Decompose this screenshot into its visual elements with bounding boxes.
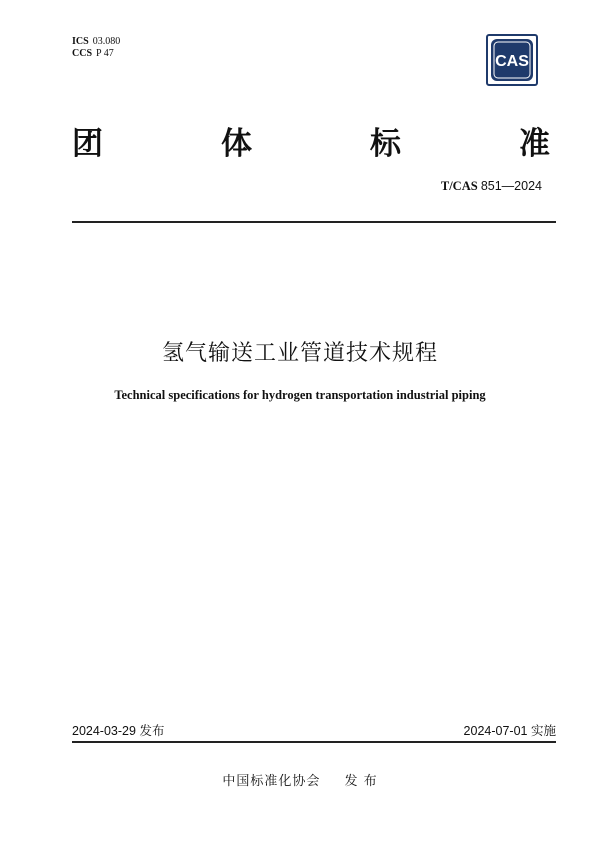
ccs-label: CCS	[72, 48, 93, 59]
standard-type-char: 团	[72, 126, 103, 162]
issue-date	[72, 721, 164, 739]
issue-date-value: 2024-03-29	[72, 724, 136, 738]
standard-type-char: 准	[519, 126, 550, 162]
ics-label: ICS	[72, 36, 89, 47]
implement-date	[464, 721, 556, 739]
ics-value: 03.080	[92, 36, 121, 47]
document-title-chinese: 氢气输送工业管道技术规程	[161, 341, 438, 366]
standard-number	[441, 179, 542, 194]
standard-type-char: 体	[221, 126, 252, 162]
standard-type-char: 标	[370, 126, 401, 162]
logo-text: CAS	[495, 53, 529, 70]
ics-row	[72, 36, 120, 48]
publisher-line	[0, 770, 600, 789]
ccs-value: P 47	[96, 48, 114, 59]
standard-number-value: 851—2024	[480, 179, 542, 193]
bottom-divider	[72, 741, 556, 743]
implement-date-value: 2024-07-01	[463, 724, 528, 738]
cas-logo	[486, 34, 538, 86]
publisher-action: 发 布	[344, 774, 378, 789]
classification-block	[72, 36, 120, 60]
top-divider	[72, 221, 556, 223]
issue-date-label: 发布	[139, 723, 165, 738]
document-title-english: Technical specifications for hydrogen transportation industrial piping	[114, 388, 486, 402]
ccs-row	[72, 48, 120, 60]
implement-date-label: 实施	[530, 723, 556, 738]
standard-type-heading	[72, 118, 550, 163]
publisher-name: 中国标准化协会	[222, 774, 321, 789]
standard-number-prefix: T/CAS	[440, 179, 478, 193]
